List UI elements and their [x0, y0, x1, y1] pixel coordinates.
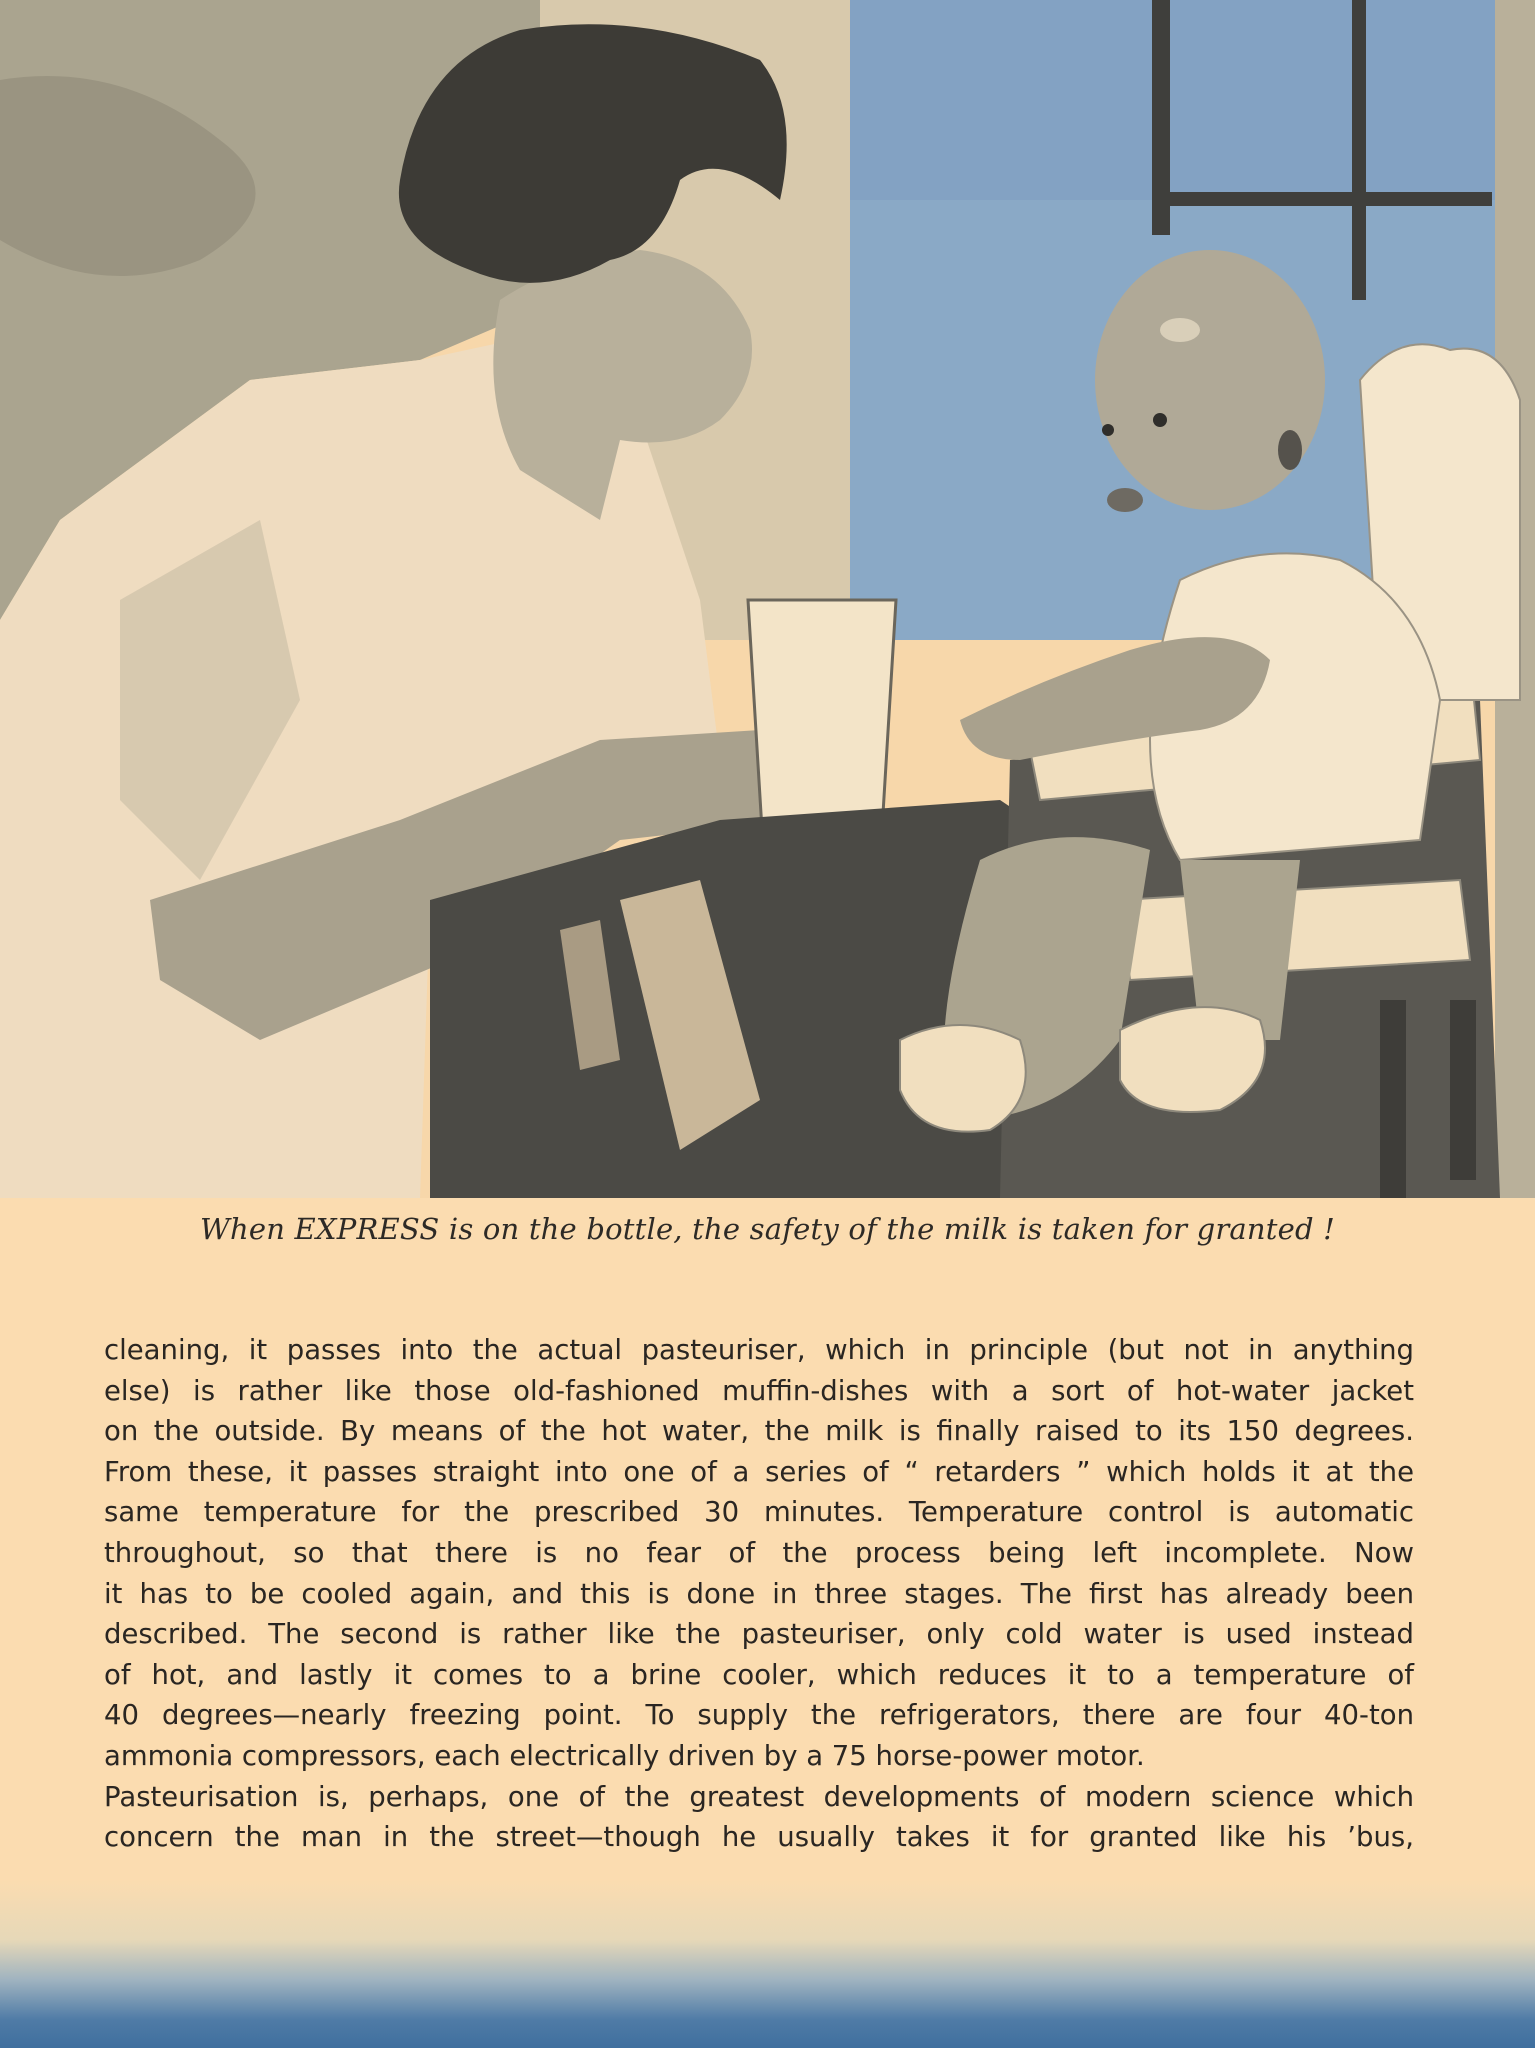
body-line: on the outside. By means of the hot water, the milk is finally raised to its 150 degrees.: [104, 1415, 1414, 1448]
body-line: From these, it passes straight into one of a series of “ retarders ” which holds it at the: [104, 1455, 1414, 1488]
body-line: Pasteurisation is, perhaps, one of the greatest developments of modern science which: [104, 1780, 1414, 1813]
body-line: same temperature for the prescribed 30 minutes. Temperature control is automatic: [104, 1496, 1414, 1529]
body-line: of hot, and lastly it comes to a brine cooler, which reduces it to a temperature of: [104, 1658, 1414, 1691]
body-line: cleaning, it passes into the actual pasteuriser, which in principle (but not in anything: [104, 1334, 1414, 1366]
body-line: it has to be cooled again, and this is done in three stages. The first has already been: [104, 1577, 1414, 1610]
illustration-caption: When EXPRESS is on the bottle, the safety of the milk is taken for granted !: [199, 1212, 1336, 1246]
body-line: described. The second is rather like the pasteuriser, only cold water is used instead: [104, 1618, 1414, 1651]
body-line: else) is rather like those old-fashioned muffin-dishes with a sort of hot-water jacket: [104, 1374, 1414, 1407]
bottom-blue-gradient: [0, 1878, 1535, 2048]
body-line: throughout, so that there is no fear of the process being left incomplete. Now: [104, 1536, 1414, 1569]
body-line: concern the man in the street—though he usually takes it for granted like his ’bus,: [104, 1821, 1414, 1854]
article-body: [104, 1330, 1414, 1858]
body-line: ammonia compressors, each electrically driven by a 75 horse-power motor.: [104, 1739, 1145, 1772]
body-line: 40 degrees—nearly freezing point. To supply the refrigerators, there are four 40-ton: [104, 1699, 1414, 1732]
